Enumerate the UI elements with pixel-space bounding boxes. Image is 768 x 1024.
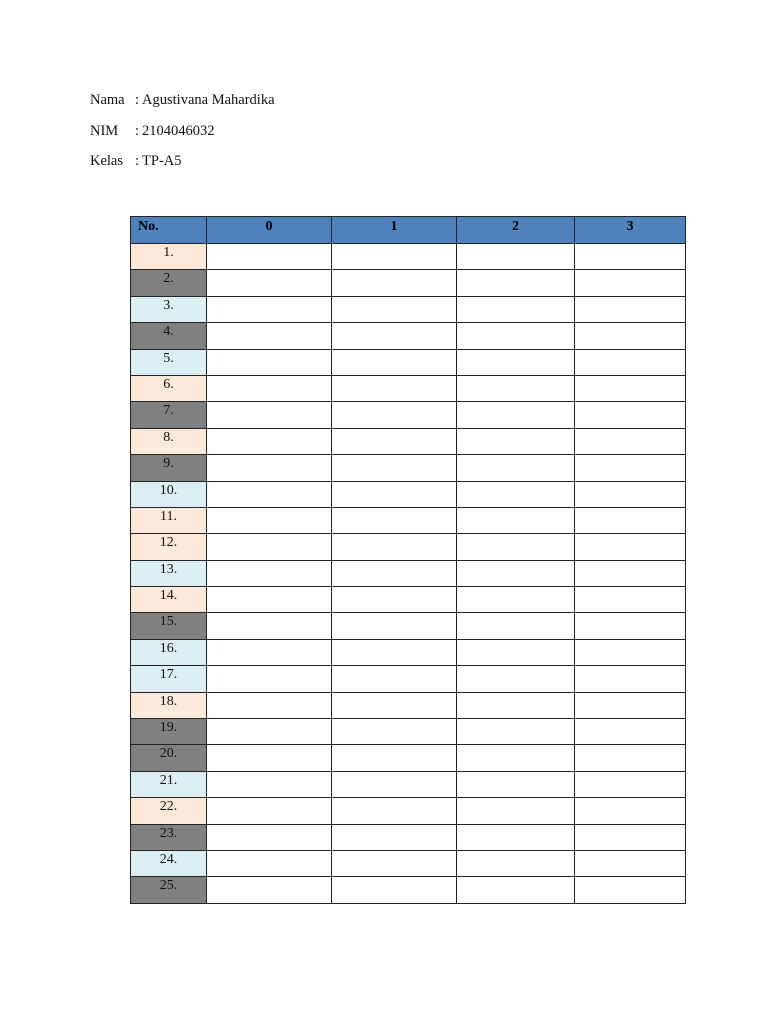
answer-cell-0 — [207, 639, 332, 665]
answer-cell-0 — [207, 455, 332, 481]
answer-cell-1 — [332, 745, 457, 771]
answer-cell-1 — [332, 692, 457, 718]
table-row — [131, 666, 686, 692]
answer-cell-3 — [575, 639, 686, 665]
row-number-cell: 11. — [131, 507, 207, 533]
answer-cell-3 — [575, 349, 686, 375]
answer-cell-2 — [457, 877, 575, 903]
answer-cell-0 — [207, 507, 332, 533]
answer-cell-2 — [457, 428, 575, 454]
row-number-cell: 13. — [131, 560, 207, 586]
answer-cell-2 — [457, 639, 575, 665]
answer-cell-0 — [207, 402, 332, 428]
column-header-1: 1 — [332, 217, 457, 244]
row-number-cell: 1. — [131, 244, 207, 270]
answer-cell-1 — [332, 877, 457, 903]
answer-cell-1 — [332, 613, 457, 639]
answer-cell-1 — [332, 639, 457, 665]
table-row — [131, 323, 686, 349]
row-number-cell: 16. — [131, 639, 207, 665]
kelas-label: Kelas — [90, 153, 124, 169]
answer-cell-0 — [207, 375, 332, 401]
kelas-value: TP-A5 — [142, 153, 182, 169]
table-body — [131, 244, 686, 904]
nim-row — [90, 123, 275, 154]
answer-cell-0 — [207, 323, 332, 349]
student-info — [90, 92, 275, 184]
answer-cell-3 — [575, 402, 686, 428]
name-row — [90, 92, 275, 123]
column-header-0: 0 — [207, 217, 332, 244]
answer-cell-2 — [457, 613, 575, 639]
answer-cell-3 — [575, 877, 686, 903]
name-separator: : — [135, 92, 140, 108]
table-row — [131, 534, 686, 560]
answer-cell-3 — [575, 455, 686, 481]
table-row — [131, 507, 686, 533]
table-row — [131, 402, 686, 428]
answer-cell-3 — [575, 375, 686, 401]
column-header-no: No. — [131, 217, 207, 244]
answer-cell-3 — [575, 666, 686, 692]
answer-cell-0 — [207, 270, 332, 296]
answer-cell-2 — [457, 270, 575, 296]
row-number-cell: 25. — [131, 877, 207, 903]
answer-cell-2 — [457, 719, 575, 745]
table-row — [131, 349, 686, 375]
answer-cell-1 — [332, 798, 457, 824]
row-number-cell: 7. — [131, 402, 207, 428]
row-number-cell: 22. — [131, 798, 207, 824]
row-number-cell: 21. — [131, 771, 207, 797]
table-row — [131, 771, 686, 797]
answer-cell-1 — [332, 455, 457, 481]
table-row — [131, 877, 686, 903]
answer-cell-0 — [207, 613, 332, 639]
answer-cell-3 — [575, 692, 686, 718]
nim-separator: : — [135, 122, 140, 139]
row-number-cell: 15. — [131, 613, 207, 639]
table-row — [131, 375, 686, 401]
answer-cell-2 — [457, 244, 575, 270]
answer-cell-2 — [457, 666, 575, 692]
answer-cell-2 — [457, 375, 575, 401]
row-number-cell: 20. — [131, 745, 207, 771]
table-row — [131, 850, 686, 876]
answer-cell-2 — [457, 481, 575, 507]
answer-cell-3 — [575, 244, 686, 270]
answer-cell-0 — [207, 296, 332, 322]
answer-cell-2 — [457, 798, 575, 824]
answer-cell-2 — [457, 692, 575, 718]
nim-value: 2104046032 — [142, 122, 215, 139]
answer-cell-0 — [207, 481, 332, 507]
answer-cell-0 — [207, 824, 332, 850]
answer-cell-3 — [575, 560, 686, 586]
answer-cell-2 — [457, 587, 575, 613]
answer-cell-1 — [332, 534, 457, 560]
answer-cell-1 — [332, 666, 457, 692]
answer-cell-0 — [207, 560, 332, 586]
row-number-cell: 4. — [131, 323, 207, 349]
table-row — [131, 455, 686, 481]
answer-cell-0 — [207, 745, 332, 771]
row-number-cell: 24. — [131, 850, 207, 876]
row-number-cell: 8. — [131, 428, 207, 454]
answer-cell-3 — [575, 507, 686, 533]
answer-cell-2 — [457, 745, 575, 771]
name-value: Agustivana Mahardika — [142, 92, 275, 108]
table-row — [131, 481, 686, 507]
row-number-cell: 6. — [131, 375, 207, 401]
row-number-cell: 10. — [131, 481, 207, 507]
row-number-cell: 17. — [131, 666, 207, 692]
name-label: Nama — [90, 92, 125, 108]
answer-table — [130, 216, 686, 904]
answer-cell-2 — [457, 850, 575, 876]
row-number-cell: 14. — [131, 587, 207, 613]
table-row — [131, 244, 686, 270]
answer-cell-3 — [575, 587, 686, 613]
nim-label: NIM — [90, 122, 119, 139]
row-number-cell: 23. — [131, 824, 207, 850]
answer-cell-1 — [332, 507, 457, 533]
answer-cell-3 — [575, 613, 686, 639]
table-row — [131, 692, 686, 718]
answer-cell-1 — [332, 244, 457, 270]
answer-cell-1 — [332, 402, 457, 428]
answer-cell-1 — [332, 270, 457, 296]
kelas-separator: : — [135, 153, 140, 169]
answer-cell-1 — [332, 771, 457, 797]
answer-cell-0 — [207, 798, 332, 824]
answer-cell-1 — [332, 375, 457, 401]
table-row — [131, 428, 686, 454]
answer-cell-3 — [575, 771, 686, 797]
answer-cell-0 — [207, 719, 332, 745]
answer-cell-0 — [207, 244, 332, 270]
answer-cell-1 — [332, 428, 457, 454]
answer-cell-3 — [575, 745, 686, 771]
table-header-row — [131, 217, 686, 244]
answer-cell-3 — [575, 481, 686, 507]
answer-cell-2 — [457, 771, 575, 797]
answer-cell-3 — [575, 270, 686, 296]
row-number-cell: 3. — [131, 296, 207, 322]
answer-cell-0 — [207, 850, 332, 876]
answer-cell-2 — [457, 349, 575, 375]
answer-cell-0 — [207, 877, 332, 903]
answer-cell-2 — [457, 323, 575, 349]
answer-cell-0 — [207, 587, 332, 613]
row-number-cell: 12. — [131, 534, 207, 560]
answer-cell-0 — [207, 666, 332, 692]
answer-cell-0 — [207, 349, 332, 375]
answer-cell-0 — [207, 771, 332, 797]
answer-cell-3 — [575, 719, 686, 745]
answer-cell-2 — [457, 824, 575, 850]
answer-cell-1 — [332, 719, 457, 745]
answer-cell-3 — [575, 323, 686, 349]
answer-cell-2 — [457, 402, 575, 428]
answer-cell-1 — [332, 587, 457, 613]
row-number-cell: 9. — [131, 455, 207, 481]
table-row — [131, 745, 686, 771]
answer-cell-3 — [575, 534, 686, 560]
row-number-cell: 2. — [131, 270, 207, 296]
table-row — [131, 560, 686, 586]
answer-cell-2 — [457, 296, 575, 322]
answer-cell-3 — [575, 296, 686, 322]
column-header-2: 2 — [457, 217, 575, 244]
row-number-cell: 19. — [131, 719, 207, 745]
table-row — [131, 824, 686, 850]
answer-cell-2 — [457, 534, 575, 560]
table-row — [131, 587, 686, 613]
answer-cell-2 — [457, 455, 575, 481]
answer-cell-1 — [332, 323, 457, 349]
table-row — [131, 270, 686, 296]
table-row — [131, 613, 686, 639]
answer-cell-1 — [332, 296, 457, 322]
row-number-cell: 18. — [131, 692, 207, 718]
answer-cell-3 — [575, 824, 686, 850]
kelas-row — [90, 153, 275, 184]
answer-cell-1 — [332, 349, 457, 375]
answer-cell-0 — [207, 534, 332, 560]
answer-cell-2 — [457, 507, 575, 533]
column-header-3: 3 — [575, 217, 686, 244]
answer-cell-3 — [575, 850, 686, 876]
table-row — [131, 719, 686, 745]
answer-cell-1 — [332, 824, 457, 850]
answer-cell-1 — [332, 481, 457, 507]
answer-cell-1 — [332, 560, 457, 586]
answer-cell-0 — [207, 428, 332, 454]
table-row — [131, 296, 686, 322]
answer-cell-1 — [332, 850, 457, 876]
answer-cell-3 — [575, 798, 686, 824]
answer-cell-2 — [457, 560, 575, 586]
answer-cell-3 — [575, 428, 686, 454]
table-row — [131, 798, 686, 824]
answer-cell-0 — [207, 692, 332, 718]
table-row — [131, 639, 686, 665]
row-number-cell: 5. — [131, 349, 207, 375]
